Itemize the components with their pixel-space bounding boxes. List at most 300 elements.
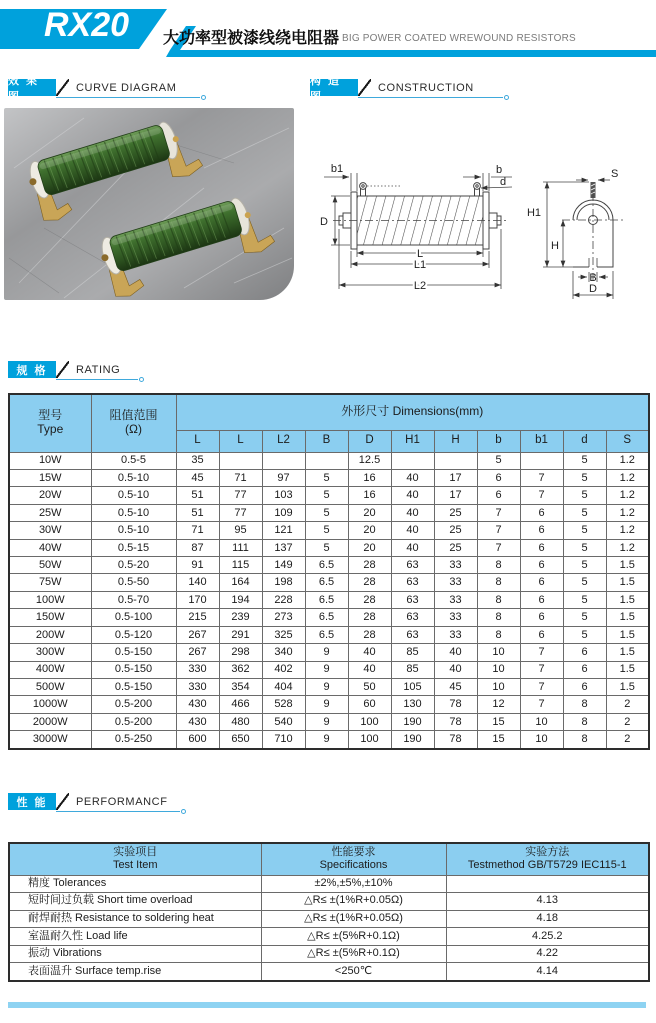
slash-divider <box>358 79 371 96</box>
rating-cell: 1.5 <box>606 644 649 661</box>
performance-cell: △R≤ ±(1%R+0.05Ω) <box>261 910 446 928</box>
performance-cell: 振动 Vibrations <box>9 945 261 963</box>
rating-cell: 5 <box>563 609 606 626</box>
performance-row <box>9 875 649 893</box>
rating-cell: 0.5-150 <box>91 644 176 661</box>
rating-cell: 10 <box>520 713 563 730</box>
rating-cell: 330 <box>176 678 219 695</box>
rating-row <box>9 557 649 574</box>
rating-cell: 6.5 <box>305 557 348 574</box>
rating-cell <box>391 452 434 469</box>
performance-cell <box>446 875 649 893</box>
rating-cell: 0.5-70 <box>91 591 176 608</box>
rating-cell: 3000W <box>9 731 91 749</box>
dim-label-L: L <box>416 248 424 260</box>
rating-cell: 95 <box>219 522 262 539</box>
rating-cell: 1.2 <box>606 522 649 539</box>
section-curve-diagram <box>8 74 177 103</box>
col-test-item-en: Test Item <box>112 859 158 872</box>
rating-cell: 0.5-50 <box>91 574 176 591</box>
rating-cell: 75W <box>9 574 91 591</box>
rating-cell: 402 <box>262 661 305 678</box>
rating-cell: 140 <box>176 574 219 591</box>
rating-cell: 40 <box>348 661 391 678</box>
rating-cell: 190 <box>391 713 434 730</box>
rating-cell: 200W <box>9 626 91 643</box>
rating-cell: 170 <box>176 591 219 608</box>
rating-cell: 7 <box>520 469 563 486</box>
dim-label-d: d <box>499 176 507 188</box>
rating-cell: 78 <box>434 713 477 730</box>
rating-cell: 8 <box>477 626 520 643</box>
rating-cell: 9 <box>305 731 348 749</box>
rating-cell: 40 <box>434 644 477 661</box>
construction-diagram <box>300 133 656 338</box>
rating-cell: 137 <box>262 539 305 556</box>
rating-cell: 500W <box>9 678 91 695</box>
rating-cell: 194 <box>219 591 262 608</box>
rating-cell: 6.5 <box>305 574 348 591</box>
rating-cell: 28 <box>348 591 391 608</box>
rating-cell: 330 <box>176 661 219 678</box>
underline-dot <box>201 95 206 100</box>
performance-cell: 室温耐久性 Load life <box>9 928 261 946</box>
rating-cell: 71 <box>219 469 262 486</box>
rating-cell: 5 <box>305 504 348 521</box>
rating-cell: 40 <box>391 504 434 521</box>
rating-cell: 28 <box>348 609 391 626</box>
rating-cell: 0.5-20 <box>91 557 176 574</box>
rating-cell: 340 <box>262 644 305 661</box>
rating-cell: 78 <box>434 696 477 713</box>
dim-column-header: L2 <box>262 430 305 452</box>
rating-cell: 0.5-250 <box>91 731 176 749</box>
rating-cell: 33 <box>434 557 477 574</box>
slash-divider <box>56 79 69 96</box>
rating-cell: 15 <box>477 731 520 749</box>
rating-cell: 60 <box>348 696 391 713</box>
rating-cell: 15 <box>477 713 520 730</box>
rating-cell: 273 <box>262 609 305 626</box>
col-test-item-cn: 实验项目 <box>113 845 158 858</box>
performance-cell: 4.22 <box>446 945 649 963</box>
title-english: BIG POWER COATED WREWOUND RESISTORS <box>342 33 576 44</box>
rating-cell: 362 <box>219 661 262 678</box>
rating-cell: 7 <box>477 504 520 521</box>
rating-cell: 5 <box>563 452 606 469</box>
rating-cell: 100 <box>348 713 391 730</box>
rating-cell: 6 <box>520 591 563 608</box>
rating-cell: 5 <box>563 504 606 521</box>
rating-cell: 51 <box>176 487 219 504</box>
rating-cell: 20 <box>348 539 391 556</box>
rating-cell: 8 <box>563 731 606 749</box>
performance-cell: △R≤ ±(5%R+0.1Ω) <box>261 945 446 963</box>
footer-accent-bar <box>8 1002 646 1008</box>
rating-row <box>9 591 649 608</box>
rating-cell: 5 <box>305 469 348 486</box>
rating-cell: 267 <box>176 644 219 661</box>
rating-cell: 6 <box>520 539 563 556</box>
performance-cell: △R≤ ±(1%R+0.05Ω) <box>261 893 446 911</box>
rating-cell: 5 <box>563 522 606 539</box>
rating-cell: 63 <box>391 557 434 574</box>
rating-cell: 5 <box>563 469 606 486</box>
rating-cell: 35 <box>176 452 219 469</box>
section-underline <box>358 97 503 98</box>
performance-cell: 耐焊耐热 Resistance to soldering heat <box>9 910 261 928</box>
rating-cell: 20 <box>348 504 391 521</box>
rating-cell: 63 <box>391 591 434 608</box>
rating-cell: 0.5-100 <box>91 609 176 626</box>
section-construction-cn-label: 构 造 图 <box>310 79 358 96</box>
dim-label-D-side: D <box>320 216 328 228</box>
rating-cell: 0.5-150 <box>91 661 176 678</box>
rating-row <box>9 731 649 749</box>
rating-row <box>9 504 649 521</box>
rating-cell <box>305 452 348 469</box>
rating-cell: 63 <box>391 626 434 643</box>
rating-cell: 6 <box>520 557 563 574</box>
dim-column-header: L <box>219 430 262 452</box>
rating-cell: 7 <box>477 539 520 556</box>
rating-cell: 7 <box>520 678 563 695</box>
section-performance-cn-label: 性 能 <box>8 793 56 810</box>
rating-cell: 6 <box>477 487 520 504</box>
col-type-header <box>9 394 91 452</box>
rating-row <box>9 609 649 626</box>
col-specifications-en: Specifications <box>319 859 388 872</box>
performance-header-row <box>9 843 649 875</box>
section-curve-en-label: CURVE DIAGRAM <box>76 82 177 94</box>
rating-cell: 0.5-150 <box>91 678 176 695</box>
rating-cell: 91 <box>176 557 219 574</box>
slash-divider <box>56 361 69 378</box>
section-performance <box>8 793 168 810</box>
rating-cell: 63 <box>391 574 434 591</box>
dim-column-header: H <box>434 430 477 452</box>
rating-cell: 77 <box>219 487 262 504</box>
rating-cell: 9 <box>305 696 348 713</box>
section-underline <box>56 811 180 812</box>
rating-cell: 150W <box>9 609 91 626</box>
section-construction <box>310 74 474 103</box>
rating-cell: 480 <box>219 713 262 730</box>
rating-cell: 97 <box>262 469 305 486</box>
underline-dot <box>181 809 186 814</box>
rating-cell: 10 <box>477 678 520 695</box>
rating-cell: 149 <box>262 557 305 574</box>
rating-row <box>9 661 649 678</box>
rating-cell: 17 <box>434 469 477 486</box>
rating-cell: 9 <box>305 661 348 678</box>
rating-row <box>9 487 649 504</box>
rating-cell: 2 <box>606 713 649 730</box>
rating-cell: 5 <box>563 574 606 591</box>
rating-cell: 528 <box>262 696 305 713</box>
performance-cell: 表面温升 Surface temp.rise <box>9 963 261 981</box>
rating-row <box>9 626 649 643</box>
rating-cell: 1.5 <box>606 661 649 678</box>
performance-cell: <250℃ <box>261 963 446 981</box>
dim-column-header: b <box>477 430 520 452</box>
rating-cell: 2000W <box>9 713 91 730</box>
rating-cell: 40 <box>391 522 434 539</box>
col-type-cn: 型号 <box>38 408 63 423</box>
section-rating-en-label: RATING <box>76 364 121 376</box>
performance-row <box>9 910 649 928</box>
rating-cell: 9 <box>305 713 348 730</box>
rating-cell: 25 <box>434 504 477 521</box>
rating-row <box>9 539 649 556</box>
dim-column-header: d <box>563 430 606 452</box>
rating-cell: 1.5 <box>606 626 649 643</box>
rating-cell: 5 <box>563 539 606 556</box>
performance-row <box>9 945 649 963</box>
product-photo <box>4 108 294 300</box>
rating-cell: 63 <box>391 609 434 626</box>
rating-cell: 85 <box>391 644 434 661</box>
rating-cell: 20W <box>9 487 91 504</box>
rating-cell: 6 <box>477 469 520 486</box>
dimensions-header: 外形尺寸 Dimensions(mm) <box>176 394 649 430</box>
rating-cell: 6 <box>520 609 563 626</box>
rating-table <box>8 393 650 750</box>
rating-cell: 0.5-10 <box>91 469 176 486</box>
rating-cell: 45 <box>176 469 219 486</box>
underline-dot <box>504 95 509 100</box>
rating-cell: 100 <box>348 731 391 749</box>
rating-cell: 5 <box>563 591 606 608</box>
dim-column-header: D <box>348 430 391 452</box>
rating-cell: 1.5 <box>606 574 649 591</box>
rating-cell: 50 <box>348 678 391 695</box>
rating-cell: 8 <box>477 557 520 574</box>
rating-cell: 239 <box>219 609 262 626</box>
dim-column-header: H1 <box>391 430 434 452</box>
rating-cell: 7 <box>520 644 563 661</box>
rating-cell: 600 <box>176 731 219 749</box>
dim-label-S: S <box>611 168 619 180</box>
rating-cell <box>434 452 477 469</box>
rating-cell: 1.2 <box>606 452 649 469</box>
rating-cell: 33 <box>434 609 477 626</box>
rating-cell: 121 <box>262 522 305 539</box>
col-range-header <box>91 394 176 452</box>
rating-cell: 198 <box>262 574 305 591</box>
rating-cell: 215 <box>176 609 219 626</box>
rating-cell: 15W <box>9 469 91 486</box>
underline-dot <box>139 377 144 382</box>
performance-cell: 4.18 <box>446 910 649 928</box>
rating-cell: 1.2 <box>606 487 649 504</box>
rating-cell: 28 <box>348 574 391 591</box>
rating-cell: 33 <box>434 626 477 643</box>
rating-cell: 354 <box>219 678 262 695</box>
dim-label-H: H <box>551 240 559 252</box>
title-chinese: 大功率型被漆线绕电阻器 <box>163 30 340 47</box>
performance-cell: 4.25.2 <box>446 928 649 946</box>
rating-cell: 1.5 <box>606 609 649 626</box>
rating-cell: 8 <box>477 574 520 591</box>
performance-cell: 4.13 <box>446 893 649 911</box>
rating-cell: 8 <box>563 696 606 713</box>
rating-row <box>9 522 649 539</box>
section-underline <box>56 97 200 98</box>
rating-cell: 1000W <box>9 696 91 713</box>
rating-cell: 45 <box>434 678 477 695</box>
rating-row <box>9 644 649 661</box>
rating-cell: 0.5-10 <box>91 522 176 539</box>
rating-cell: 40W <box>9 539 91 556</box>
rating-cell <box>219 452 262 469</box>
rating-cell: 28 <box>348 557 391 574</box>
rating-cell: 1.5 <box>606 678 649 695</box>
rating-cell: 28 <box>348 626 391 643</box>
rating-cell: 9 <box>305 678 348 695</box>
rating-cell: 16 <box>348 469 391 486</box>
dim-label-B: B <box>589 272 597 284</box>
dim-label-L1: L1 <box>413 259 427 271</box>
rating-cell: 5 <box>563 626 606 643</box>
rating-cell: 0.5-10 <box>91 487 176 504</box>
rating-cell: 100W <box>9 591 91 608</box>
rating-cell: 298 <box>219 644 262 661</box>
rating-cell: 109 <box>262 504 305 521</box>
rating-cell: 267 <box>176 626 219 643</box>
rating-cell: 466 <box>219 696 262 713</box>
rating-cell: 0.5-15 <box>91 539 176 556</box>
rating-cell: 1.2 <box>606 539 649 556</box>
performance-cell: 短时间过负载 Short time overload <box>9 893 261 911</box>
performance-cell: 4.14 <box>446 963 649 981</box>
rating-cell: 7 <box>520 696 563 713</box>
rating-cell: 404 <box>262 678 305 695</box>
rating-cell: 5 <box>305 522 348 539</box>
rating-cell: 228 <box>262 591 305 608</box>
rating-cell: 7 <box>477 522 520 539</box>
section-curve-cn-label: 效 果 图 <box>8 79 56 96</box>
col-test-item-header <box>9 843 261 875</box>
dim-column-header: L <box>176 430 219 452</box>
rating-cell: 1.2 <box>606 504 649 521</box>
rating-cell: 5 <box>563 557 606 574</box>
rating-cell: 8 <box>477 609 520 626</box>
rating-cell: 6 <box>520 626 563 643</box>
rating-cell: 0.5-10 <box>91 504 176 521</box>
dim-label-L2: L2 <box>413 280 427 292</box>
rating-cell: 5 <box>563 487 606 504</box>
dim-column-header: S <box>606 430 649 452</box>
section-rating <box>8 361 120 378</box>
rating-cell: 10 <box>477 661 520 678</box>
rating-cell: 16 <box>348 487 391 504</box>
rating-cell: 85 <box>391 661 434 678</box>
rating-cell: 6 <box>563 661 606 678</box>
dim-label-b1: b1 <box>330 163 344 175</box>
rating-cell: 25 <box>434 539 477 556</box>
rating-cell: 40 <box>391 487 434 504</box>
rating-cell: 40 <box>391 539 434 556</box>
rating-cell: 2 <box>606 731 649 749</box>
rating-cell: 190 <box>391 731 434 749</box>
rating-cell: 5 <box>305 487 348 504</box>
rating-cell: 103 <box>262 487 305 504</box>
rating-cell: 51 <box>176 504 219 521</box>
col-testmethod-en: Testmethod GB/T5729 IEC115-1 <box>467 859 627 872</box>
rating-cell: 6.5 <box>305 609 348 626</box>
rating-cell: 5 <box>305 539 348 556</box>
performance-table <box>8 842 650 982</box>
rating-cell: 30W <box>9 522 91 539</box>
rating-cell: 9 <box>305 644 348 661</box>
rating-cell: 0.5-200 <box>91 713 176 730</box>
rating-cell: 33 <box>434 591 477 608</box>
col-range-en: (Ω) <box>125 422 142 437</box>
rating-cell: 0.5-120 <box>91 626 176 643</box>
rating-cell: 40 <box>391 469 434 486</box>
rating-cell: 540 <box>262 713 305 730</box>
rating-cell: 0.5-200 <box>91 696 176 713</box>
rating-cell: 25W <box>9 504 91 521</box>
rating-table-body <box>9 452 649 749</box>
model-number: RX20 <box>44 6 130 44</box>
rating-cell: 77 <box>219 504 262 521</box>
performance-table-body <box>9 875 649 981</box>
rating-cell <box>520 452 563 469</box>
rating-cell: 33 <box>434 574 477 591</box>
resistor-photo-art <box>4 108 294 300</box>
slash-divider <box>56 793 69 810</box>
rating-cell: 164 <box>219 574 262 591</box>
performance-cell: △R≤ ±(5%R+0.1Ω) <box>261 928 446 946</box>
rating-cell: 0.5-5 <box>91 452 176 469</box>
section-underline <box>56 379 138 380</box>
col-specifications-cn: 性能要求 <box>331 845 376 858</box>
rating-cell: 7 <box>520 661 563 678</box>
dim-column-header: B <box>305 430 348 452</box>
rating-cell: 17 <box>434 487 477 504</box>
performance-cell: 精度 Tolerances <box>9 875 261 893</box>
rating-cell: 6.5 <box>305 591 348 608</box>
rating-cell: 5 <box>477 452 520 469</box>
rating-header-row-1 <box>9 394 649 430</box>
rating-cell: 6 <box>563 678 606 695</box>
rating-cell: 291 <box>219 626 262 643</box>
rating-row <box>9 452 649 469</box>
rating-cell: 8 <box>477 591 520 608</box>
rating-cell: 6 <box>520 574 563 591</box>
section-construction-en-label: CONSTRUCTION <box>378 82 474 94</box>
rating-row <box>9 469 649 486</box>
rating-cell <box>262 452 305 469</box>
rating-cell: 25 <box>434 522 477 539</box>
rating-row <box>9 574 649 591</box>
rating-cell: 10W <box>9 452 91 469</box>
rating-cell: 105 <box>391 678 434 695</box>
rating-cell: 430 <box>176 713 219 730</box>
rating-cell: 10 <box>477 644 520 661</box>
col-range-cn: 阻值范围 <box>109 408 158 423</box>
rating-cell: 1.5 <box>606 557 649 574</box>
rating-cell: 111 <box>219 539 262 556</box>
rating-cell: 1.5 <box>606 591 649 608</box>
rating-cell: 50W <box>9 557 91 574</box>
col-testmethod-header <box>446 843 649 875</box>
rating-cell: 12.5 <box>348 452 391 469</box>
performance-row <box>9 928 649 946</box>
performance-row <box>9 893 649 911</box>
